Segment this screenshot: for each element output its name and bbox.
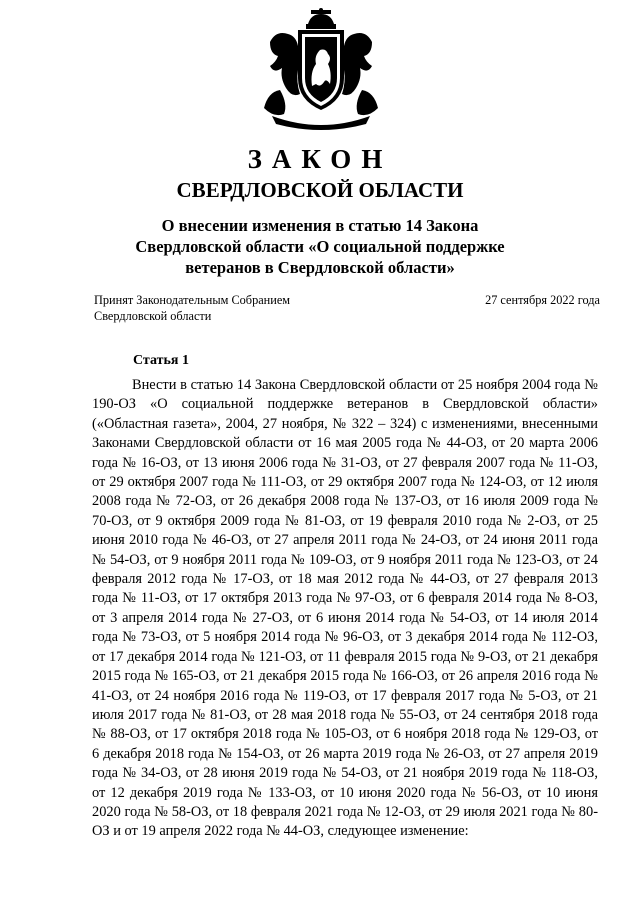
subject-line: ветеранов в Свердловской области» [185, 258, 455, 277]
article-body [92, 376, 598, 842]
subject-line: Свердловской области «О социальной поддержке [135, 237, 505, 256]
adoption-note [94, 292, 354, 324]
coat-of-arms-icon [262, 8, 380, 130]
adoption-date: 27 сентября 2022 года [485, 293, 600, 307]
law-title: ЗАКОН [247, 144, 393, 174]
law-subject [120, 215, 520, 278]
adoption-line: Свердловской области [94, 309, 212, 323]
subject-line: О внесении изменения в статью 14 Закона [161, 216, 479, 235]
adoption-line: Принят Законодательным Собранием [94, 293, 291, 307]
region-title: СВЕРДЛОВСКОЙ ОБЛАСТИ [176, 178, 464, 202]
article-heading: Статья 1 [133, 353, 189, 368]
article-paragraph: Внести в статью 14 Закона Свердловской области от 25 ноября 2004 года № 190-ОЗ «О социальной поддержке ветеранов в Свердловской области» («Областная газета», 2004, 27 ноября, № 322 – 324) с изменениями, внесенными Законами Свердловской области от 16 мая 2005 года № 44-ОЗ, от 20 марта 2006 года № 16-ОЗ, от 13 июня 2006 года № 31-ОЗ, от 27 февраля 2007 года № 11-ОЗ, от 29 октября 2007 года № 111-ОЗ, от 29 октября 2007 года № 124-ОЗ, от 12 июля 2008 года № 72-ОЗ, от 26 декабря 2008 года № 137-ОЗ, от 16 июля 2009 года № 70-ОЗ, от 9 октября 2009 года № 81-ОЗ, от 19 февраля 2010 года № 2-ОЗ, от 25 июня 2010 года № 46-ОЗ, от 27 апреля 2011 года № 24-ОЗ, от 24 июня 2011 года № 54-ОЗ, от 9 ноября 2011 года № 109-ОЗ, от 9 ноября 2011 года № 123-ОЗ, от 24 февраля 2012 года № 17-ОЗ, от 18 мая 2012 года № 44-ОЗ, от 27 февраля 2013 года № 11-ОЗ, от 17 октября 2013 года № 97-ОЗ, от 6 февраля 2014 года № 8-ОЗ, от 3 апреля 2014 года № 27-ОЗ, от 6 июня 2014 года № 54-ОЗ, от 14 июля 2014 года № 73-ОЗ, от 5 ноября 2014 года № 96-ОЗ, от 3 декабря 2014 года № 112-ОЗ, от 17 декабря 2014 года № 121-ОЗ, от 11 февраля 2015 года № 9-ОЗ, от 21 декабря 2015 года № 165-ОЗ, от 21 декабря 2015 года № 166-ОЗ, от 26 апреля 2016 года № 41-ОЗ, от 24 ноября 2016 года № 119-ОЗ, от 17 февраля 2017 года № 5-ОЗ, от 21 июля 2017 года № 81-ОЗ, от 28 мая 2018 года № 55-ОЗ, от 24 сентября 2018 года № 88-ОЗ, от 17 октября 2018 года № 105-ОЗ, от 6 ноября 2018 года № 129-ОЗ, от 6 декабря 2018 года № 154-ОЗ, от 26 марта 2019 года № 26-ОЗ, от 27 апреля 2019 года № 34-ОЗ, от 28 июня 2019 года № 54-ОЗ, от 21 ноября 2019 года № 118-ОЗ, от 12 декабря 2019 года № 133-ОЗ, от 10 июня 2020 года № 56-ОЗ, от 10 июня 2020 года № 58-ОЗ, от 18 февраля 2021 года № 12-ОЗ, от 29 июля 2021 года № 80-ОЗ и от 19 апреля 2022 года № 44-ОЗ, следующее изменение: [92, 377, 598, 840]
